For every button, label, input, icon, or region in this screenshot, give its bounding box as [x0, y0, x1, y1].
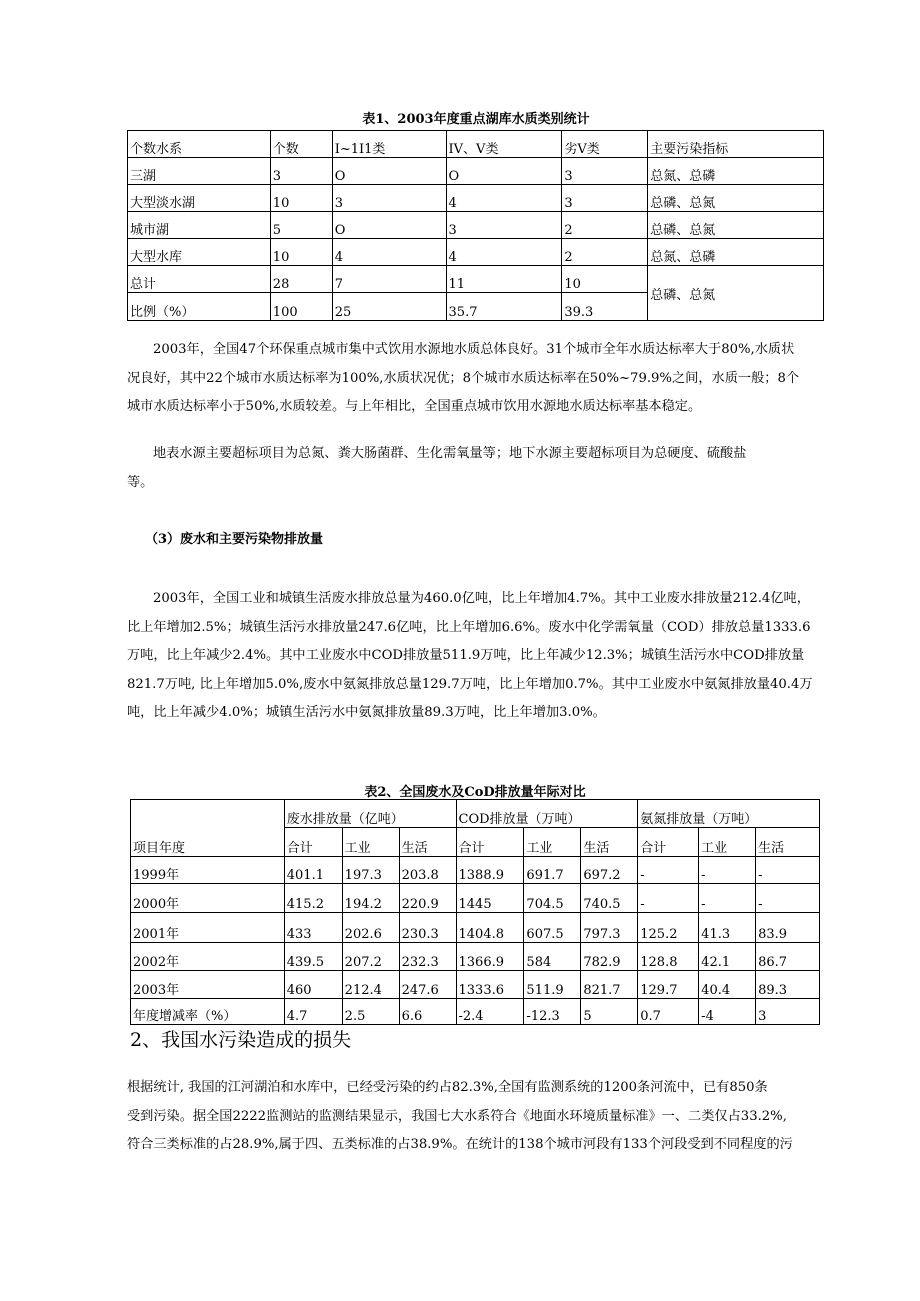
table1-header: IV、V类 [446, 131, 562, 158]
table2-cell: 128.8 [638, 943, 699, 971]
table1-cell: 4 [446, 185, 562, 212]
table2-cell: 782.9 [581, 943, 638, 971]
table1-row [128, 212, 824, 239]
table1-row [128, 266, 824, 293]
table2-cell: 1388.9 [456, 857, 524, 884]
paragraph-drinking-water [127, 336, 827, 422]
table2-group-header-row [131, 800, 820, 828]
table2-cell: -4 [699, 999, 756, 1025]
table1-cell: 7 [332, 266, 446, 293]
table2-cell: 5 [581, 999, 638, 1025]
table2-cell: 433 [284, 913, 342, 943]
table2-cell: 511.9 [524, 971, 581, 999]
table2-group-header: 废水排放量（亿吨） [284, 800, 456, 828]
table1-cell: 3 [562, 185, 648, 212]
table1-cell: 11 [446, 266, 562, 293]
table2-row-header: 项目年度 [131, 800, 285, 857]
paragraph-line: 地表水源主要超标项目为总氮、粪大肠菌群、生化需氧量等；地下水源主要超标项目为总硬度、硫酸盐 [153, 446, 747, 461]
table2 [130, 799, 820, 1025]
table2-subheader: 工业 [342, 828, 399, 857]
table2-cell: 42.1 [699, 943, 756, 971]
table1-row [128, 239, 824, 266]
table2-cell: 247.6 [399, 971, 456, 999]
table2-cell: 697.2 [581, 857, 638, 884]
table2-subheader: 合计 [284, 828, 342, 857]
table2-cell: 584 [524, 943, 581, 971]
table2-row [131, 999, 820, 1025]
paragraph-line: 2003年，全国工业和城镇生活废水排放总量为460.0亿吨，比上年增加4.7%。其中工业废水排放量212.4亿吨， [153, 591, 810, 606]
table2-cell: - [699, 884, 756, 913]
table2-cell: 797.3 [581, 913, 638, 943]
table2-cell: - [638, 884, 699, 913]
table2-row [131, 884, 820, 913]
table2-cell: 2001年 [131, 913, 285, 943]
table1-merged-indicator: 总磷、总氮 [648, 266, 824, 321]
table1-row [128, 158, 824, 185]
table1-cell: 3 [446, 212, 562, 239]
paragraph-line: 况良好，其中22个城市水质达标率为100%,水质状况优；8个城市水质达标率在50%~79.9%之间，水质一般；8个 [127, 370, 800, 386]
table2-cell: 4.7 [284, 999, 342, 1025]
table1-header: 个数 [270, 131, 332, 158]
table2-subheader: 生活 [399, 828, 456, 857]
table2-group-header: COD排放量（万吨） [456, 800, 638, 828]
table1-cell: 4 [332, 239, 446, 266]
table2-cell: 2002年 [131, 943, 285, 971]
table2-subheader: 工业 [699, 828, 756, 857]
table1-cell: 3 [270, 158, 332, 185]
paragraph-line: 城市水质达标率小于50%,水质较差。与上年相比，全国重点城市饮用水源地水质达标率基本稳定。 [127, 399, 702, 415]
paragraph-line: 吨，比上年减少4.0%；城镇生活污水中氨氮排放量89.3万吨，比上年增加3.0%。 [127, 705, 606, 721]
table2-cell: 2000年 [131, 884, 285, 913]
table2-cell: -2.4 [456, 999, 524, 1025]
paragraph-exceeding-items [127, 440, 827, 497]
table2-cell: 1445 [456, 884, 524, 913]
table2-cell: 0.7 [638, 999, 699, 1025]
table1-header: 主要污染指标 [648, 131, 824, 158]
table2-cell: -12.3 [524, 999, 581, 1025]
table1-cell: O [446, 158, 562, 185]
table1-cell: 总氮、总磷 [648, 158, 824, 185]
table2-cell: 1999年 [131, 857, 285, 884]
table1-cell: 总计 [128, 266, 271, 293]
table2-cell: 439.5 [284, 943, 342, 971]
table1-header: 个数水系 [128, 131, 271, 158]
table1-cell: 总磷、总氮 [648, 185, 824, 212]
table2-caption: 表2、全国废水及CoD排放量年际对比 [364, 785, 586, 800]
table1-cell: 2 [562, 212, 648, 239]
table1-cell: 总磷、总氮 [648, 212, 824, 239]
table1-cell: 4 [446, 239, 562, 266]
table1-cell: 35.7 [446, 293, 562, 321]
table1-cell: 大型淡水湖 [128, 185, 271, 212]
table2-cell: 821.7 [581, 971, 638, 999]
table1-cell: 城市湖 [128, 212, 271, 239]
table2-row [131, 943, 820, 971]
paragraph-line: 万吨，比上年减少2.4%。其中工业废水中COD排放量511.9万吨，比上年减少12.3%；城镇生活污水中COD排放量 [127, 648, 805, 664]
table2-subheader: 生活 [756, 828, 820, 857]
table1-header: I~1I1类 [332, 131, 446, 158]
table2-subheader: 合计 [638, 828, 699, 857]
table1-cell: 10 [270, 185, 332, 212]
paragraph-line: 符合三类标准的占28.9%,属于四、五类标准的占38.9%。在统计的138个城市河段有133个河段受到不同程度的污 [127, 1137, 793, 1153]
paragraph-wastewater [127, 585, 827, 728]
table2-cell: - [756, 884, 820, 913]
table2-cell: 1366.9 [456, 943, 524, 971]
table2-cell: 6.6 [399, 999, 456, 1025]
table1 [127, 130, 824, 321]
table1-cell: 比例（%） [128, 293, 271, 321]
table1-cell: O [332, 212, 446, 239]
table2-cell: 年度增减率（%） [131, 999, 285, 1025]
table2-cell: 212.4 [342, 971, 399, 999]
table2-cell: - [699, 857, 756, 884]
table1-cell: 28 [270, 266, 332, 293]
table1-row [128, 185, 824, 212]
table2-cell: 197.3 [342, 857, 399, 884]
table1-cell: 3 [562, 158, 648, 185]
table2-cell: 3 [756, 999, 820, 1025]
table2-cell: 740.5 [581, 884, 638, 913]
table2-cell: 194.2 [342, 884, 399, 913]
table2-subheader: 生活 [581, 828, 638, 857]
table1-cell: 三湖 [128, 158, 271, 185]
table2-cell: 83.9 [756, 913, 820, 943]
table2-cell: 230.3 [399, 913, 456, 943]
table2-cell: 415.2 [284, 884, 342, 913]
table2-cell: 129.7 [638, 971, 699, 999]
table2-row [131, 971, 820, 999]
paragraph-line: 821.7万吨, 比上年增加5.0%,废水中氨氮排放总量129.7万吨，比上年增加0.7%。其中工业废水中氨氮排放量40.4万 [127, 676, 813, 692]
table2-cell: - [638, 857, 699, 884]
table2-cell: 86.7 [756, 943, 820, 971]
paragraph-line: 比上年增加2.5%；城镇生活污水排放量247.6亿吨，比上年增加6.6%。废水中化学需氧量（COD）排放总量1333.6 [127, 619, 811, 635]
table2-cell: 207.2 [342, 943, 399, 971]
table2-row [131, 913, 820, 943]
table2-cell: 40.4 [699, 971, 756, 999]
paragraph-line: 根据统计, 我国的江河湖泊和水库中，已经受污染的约占82.3%,全国有监测系统的1200条河流中，已有850条 [127, 1080, 768, 1095]
table1-cell: 39.3 [562, 293, 648, 321]
table1-header-row [128, 131, 824, 158]
table2-cell: 203.8 [399, 857, 456, 884]
table2-cell: 89.3 [756, 971, 820, 999]
section-title: 2、我国水污染造成的损失 [130, 1029, 352, 1051]
paragraph-line: 受到污染。据全国2222监测站的监测结果显示，我国七大水系符合《地面水环境质量标准》一、二类仅占33.2%, [127, 1108, 787, 1124]
table2-cell: 1404.8 [456, 913, 524, 943]
table2-cell: 41.3 [699, 913, 756, 943]
table1-cell: 25 [332, 293, 446, 321]
table2-cell: 202.6 [342, 913, 399, 943]
table2-cell: 460 [284, 971, 342, 999]
paragraph-pollution-loss [127, 1074, 827, 1160]
table2-cell: 2003年 [131, 971, 285, 999]
table1-cell: O [332, 158, 446, 185]
table2-cell: 691.7 [524, 857, 581, 884]
table2-cell: 607.5 [524, 913, 581, 943]
table1-cell: 5 [270, 212, 332, 239]
table2-cell: 704.5 [524, 884, 581, 913]
table2-cell: - [756, 857, 820, 884]
table1-cell: 总氮、总磷 [648, 239, 824, 266]
table1-caption: 表1、2003年度重点湖库水质类别统计 [362, 112, 590, 127]
table2-cell: 232.3 [399, 943, 456, 971]
table2-cell: 125.2 [638, 913, 699, 943]
paragraph-line: 2003年，全国47个环保重点城市集中式饮用水源地水质总体良好。31个城市全年水质达标率大于80%,水质状 [153, 342, 795, 357]
table1-header: 劣V类 [562, 131, 648, 158]
table1-cell: 10 [562, 266, 648, 293]
table2-row [131, 857, 820, 884]
subheading-wastewater: （3）废水和主要污染物排放量 [145, 532, 324, 547]
table2-subheader: 工业 [524, 828, 581, 857]
table2-cell: 1333.6 [456, 971, 524, 999]
table1-cell: 10 [270, 239, 332, 266]
table2-cell: 401.1 [284, 857, 342, 884]
table1-cell: 3 [332, 185, 446, 212]
table1-cell: 大型水库 [128, 239, 271, 266]
paragraph-line: 等。 [127, 474, 154, 490]
table1-cell: 100 [270, 293, 332, 321]
table2-cell: 2.5 [342, 999, 399, 1025]
table2-subheader: 合计 [456, 828, 524, 857]
table1-cell: 2 [562, 239, 648, 266]
table2-cell: 220.9 [399, 884, 456, 913]
table2-group-header: 氨氮排放量（万吨） [638, 800, 820, 828]
